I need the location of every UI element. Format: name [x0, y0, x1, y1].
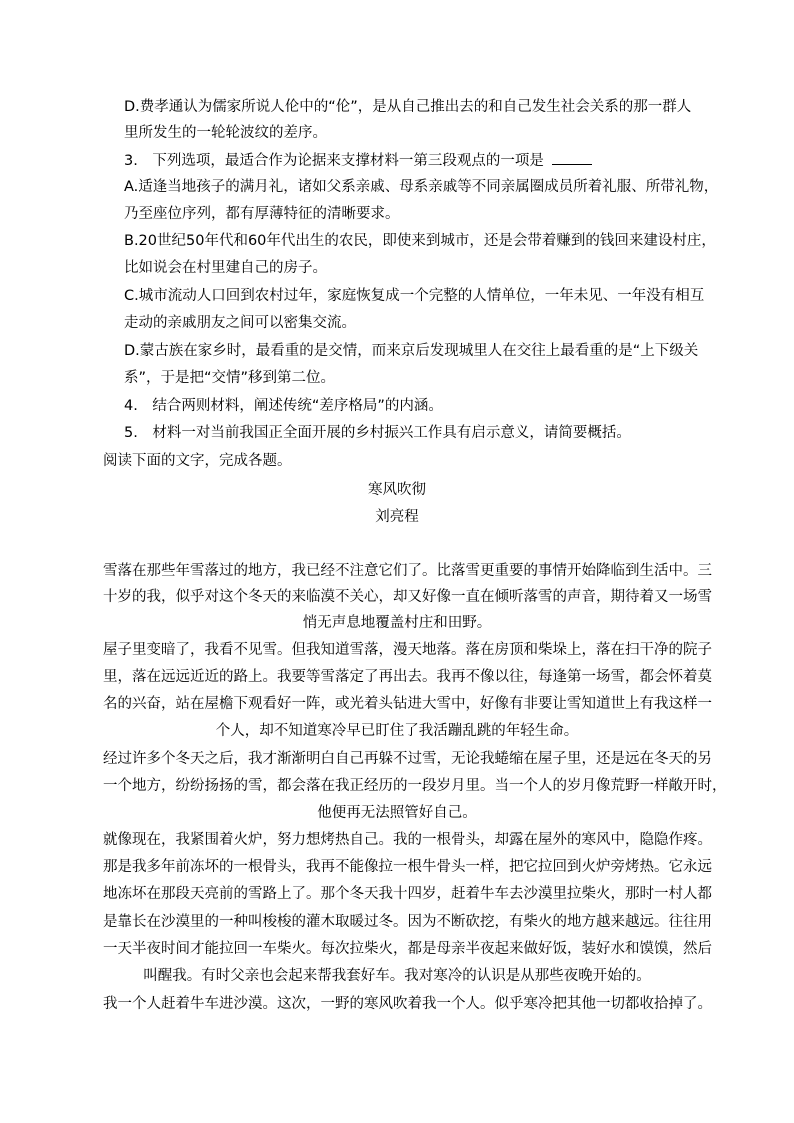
- para2-line3: 名的兴奋，站在屋檐下观看好一阵，或光着头钻进大雪中，好像有非要让雪知道世上有我这样一: [103, 696, 712, 712]
- q3-option-a-line1: A.适逢当地孩子的满月礼，诸如父系亲戚、母系亲戚等不同亲属圈成员所着礼服、所带礼物，: [124, 179, 719, 195]
- para3-line1: 经过许多个冬天之后，我才渐渐明白自己再躲不过雪，无论我蜷缩在屋子里，还是远在冬天的另: [103, 751, 712, 767]
- q3-option-b-line1: B.20世纪50年代和60年代出生的农民，即使来到城市，还是会带着赚到的钱回来建设村庄，: [124, 233, 716, 249]
- para3-line2: 一个地方，纷纷扬扬的雪，都会落在我正经历的一段岁月里。当一个人的岁月像荒野一样敞开时，: [103, 778, 727, 794]
- para3-last: 他便再无法照管好自己。: [317, 805, 477, 821]
- para4-last: 叫醒我。有时父亲也会起来帮我套好车。我对寒冷的认识是从那些夜晚开始的。: [143, 968, 651, 984]
- para4-line2: 那是我多年前冻坏的一根骨头，我再不能像拉一根牛骨头一样，把它拉回到火炉旁烤热。它永远: [103, 859, 712, 875]
- para4-line4: 是靠长在沙漠里的一种叫梭梭的灌木取暖过冬。因为不断砍挖，有柴火的地方越来越远。往往用: [103, 914, 712, 930]
- question-5: 5. 材料一对当前我国正全面开展的乡村振兴工作具有启示意义，请简要概括。: [124, 425, 631, 441]
- para1-line2: 十岁的我，似乎对这个冬天的来临漠不关心，却又好像一直在倾听落雪的声音，期待着又一场雪: [103, 589, 712, 605]
- para4-line3: 地冻坏在那段天亮前的雪路上了。那个冬天我十四岁，赶着牛车去沙漠里拉柴火，那时一村人都: [103, 886, 712, 902]
- para2-line1: 屋子里变暗了，我看不见雪。但我知道雪落，漫天地落。落在房顶和柴垛上，落在扫干净的院子: [103, 642, 712, 658]
- answer-blank[interactable]: [552, 150, 592, 165]
- q3-option-c-line2: 走动的亲戚朋友之间可以密集交流。: [124, 315, 356, 331]
- question-4: 4. 结合两则材料，阐述传统“差序格局”的内涵。: [124, 398, 443, 414]
- reading-instruction: 阅读下面的文字，完成各题。: [103, 453, 292, 469]
- q3-option-d-line2: 系”，于是把“交情”移到第二位。: [124, 370, 336, 386]
- para5-line1: 我一个人赶着牛车进沙漠。这次，一野的寒风吹着我一个人。似乎寒冷把其他一切都收拾掉了。: [103, 996, 712, 1012]
- reading-title: 寒风吹彻: [368, 482, 426, 498]
- para4-line5: 一天半夜时间才能拉回一车柴火。每次拉柴火，都是母亲半夜起来做好饭，装好水和馍馍，然后: [103, 941, 712, 957]
- para2-last: 个人，却不知道寒冷早已盯住了我活蹦乱跳的年轻生命。: [215, 723, 579, 739]
- para2-line2: 里，落在远远近近的路上。我要等雪落定了再出去。我再不像以往，每逢第一场雪，都会怀着莫: [103, 669, 712, 685]
- q3-option-c-line1: C.城市流动人口回到农村过年，家庭恢复成一个完整的人情单位，一年未见、一年没有相互: [124, 288, 705, 304]
- option-d-prev-line1: D.费孝通认为儒家所说人伦中的“伦”，是从自己推出去的和自己发生社会关系的那一群人: [124, 99, 692, 115]
- q3-option-a-line2: 乃至座位序列，都有厚薄特征的清晰要求。: [124, 206, 400, 222]
- para4-line1: 就像现在，我紧围着火炉，努力想烤热自己。我的一根骨头，却露在屋外的寒风中，隐隐作疼。: [103, 832, 712, 848]
- para1-last: 悄无声息地覆盖村庄和田野。: [302, 615, 492, 631]
- q3-option-b-line2: 比如说会在村里建自己的房子。: [124, 260, 327, 276]
- reading-author: 刘亮程: [375, 509, 419, 525]
- option-d-prev-line2: 里所发生的一轮轮波纹的差序。: [124, 125, 327, 141]
- q3-option-d-line1: D.蒙古族在家乡时，最看重的是交情，而来京后发现城里人在交往上最看重的是“上下级关: [124, 343, 699, 359]
- para1-line1: 雪落在那些年雪落过的地方，我已经不注意它们了。比落雪更重要的事情开始降临到生活中。三: [103, 563, 712, 579]
- question-3-stem: 3. 下列选项，最适合作为论据来支撑材料一第三段观点的一项是: [124, 150, 592, 171]
